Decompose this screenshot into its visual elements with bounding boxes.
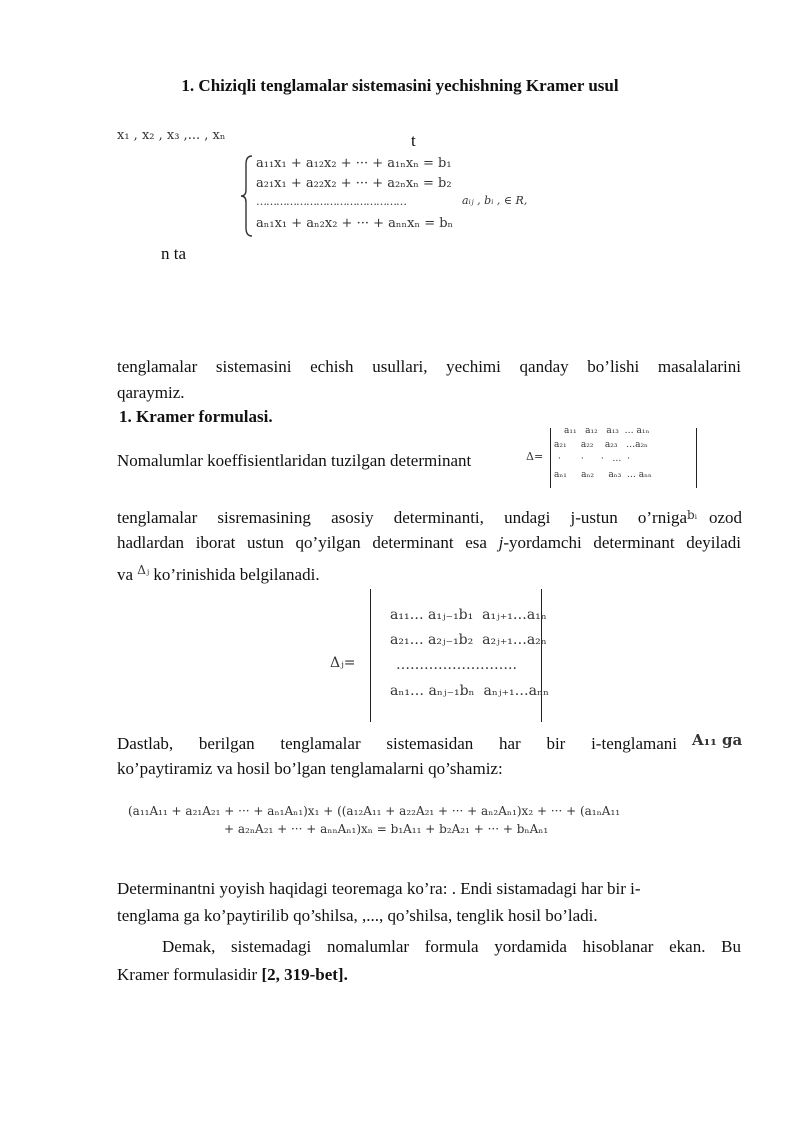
det-j-left-bar — [370, 589, 371, 722]
det-row-3: · · · … · — [558, 454, 630, 464]
determinant-intro: Nomalumlar koeffisientlaridan tuzilgan determinant — [117, 451, 472, 470]
det-j-row-3: …………………….. — [396, 657, 517, 673]
delta-label: Δ= — [526, 450, 544, 463]
det-row-2: a₂₁ a₂₂ a₂₃ …a₂ₙ — [554, 440, 648, 450]
det-j-row-4: aₙ₁… aₙⱼ₋₁bₙ aₙⱼ₊₁…aₙₙ — [390, 683, 550, 699]
unknowns-list: x₁ , x₂ , x₃ ,... , xₙ — [117, 128, 226, 143]
b-i-overlap: bᵢ — [687, 508, 698, 522]
equation-n: aₙ₁x₁ + aₙ₂x₂ + ··· + aₙₙxₙ = bₙ — [256, 216, 454, 231]
sum-equation-line-1: (a₁₁A₁₁ + a₂₁A₂₁ + ··· + aₙ₁Aₙ₁)x₁ + ((a₁₂A₁₁ + a₂₂A₂₁ + ··· + aₙ₂Aₙ₁)x₂ + ··· + (a₁ₙA₁₁ — [128, 804, 621, 818]
paragraph-4-line-2: tenglama ga ko’paytirilib qo’shilsa, ,..., qo’shilsa, tenglik hosil bo’ladi. — [117, 906, 598, 925]
paragraph-3-line-2: ko’paytiramiz va hosil bo’lgan tenglamalarni qo’shamiz: — [117, 759, 503, 778]
paragraph-2-ozod: ozod — [709, 508, 743, 527]
det-row-4: aₙ₁ aₙ₂ aₙ₃ … aₙₙ — [554, 470, 652, 480]
page-title: 1. Chiziqli tenglamalar sistemasini yechishning Kramer usul — [181, 76, 619, 95]
main-determinant — [522, 424, 702, 490]
equation-dots: ……………………………………… — [256, 195, 406, 208]
a11-ga: A₁₁ ga — [692, 731, 743, 749]
stray-letter: t — [411, 131, 416, 150]
paragraph-2-line-1: tenglamalar sisremasining asosiy determinanti, undagi j-ustun o’rniga — [117, 508, 687, 527]
paragraph-4-line-1: Determinantni yoyish haqidagi teoremaga ko’ra: . Endi sistamadagi har bir i- — [117, 879, 641, 898]
delta-j-symbol: Δⱼ — [137, 563, 150, 577]
left-brace-icon — [240, 154, 254, 238]
equation-system — [240, 154, 560, 238]
det-row-1: a₁₁ a₁₂ a₁₃ … a₁ₙ — [564, 426, 650, 436]
paragraph-2-line-3: va $^{\Delta ⱼ}$ ko’rinishida belgilanadi. — [117, 563, 320, 584]
det-j-row-2: a₂₁… a₂ⱼ₋₁b₂ a₂ⱼ₊₁…a₂ₙ — [390, 632, 547, 648]
det-left-bar — [550, 428, 551, 488]
paragraph-1-line-1: tenglamalar sistemasini echish usullari, yechimi qanday bo’lishi masalalarini — [117, 357, 741, 376]
coefficient-condition: aᵢⱼ , bᵢ , ∈ R, — [462, 194, 528, 207]
paragraph-1-line-2: qaraymiz. — [117, 383, 185, 402]
equation-2: a₂₁x₁ + a₂₂x₂ + ··· + a₂ₙxₙ = b₂ — [256, 176, 452, 191]
equation-1: a₁₁x₁ + a₁₂x₂ + ··· + a₁ₙxₙ = b₁ — [256, 156, 452, 171]
paragraph-3-line-1: Dastlab, berilgan tenglamalar sistemasidan har bir i-tenglamani — [117, 734, 677, 753]
paragraph-2-line-2: hadlardan iborat ustun qo’yilgan determinant esa j-yordamchi determinant deyiladi — [117, 533, 742, 552]
det-right-bar — [696, 428, 697, 488]
paragraph-5-line-2: Kramer formulasidir [2, 319-bet]. — [117, 965, 348, 984]
section-heading: 1. Kramer formulasi. — [119, 407, 273, 426]
det-j-row-1: a₁₁… a₁ⱼ₋₁b₁ a₁ⱼ₊₁…a₁ₙ — [390, 607, 547, 623]
delta-j-label: Δⱼ= — [330, 655, 356, 671]
auxiliary-determinant — [330, 587, 560, 722]
n-ta-text: n ta — [161, 244, 187, 263]
paragraph-5-line-1: Demak, sistemadagi nomalumlar formula yordamida hisoblanar ekan. Bu — [162, 937, 741, 956]
sum-equation-line-2: + a₂ₙA₂₁ + ··· + aₙₙAₙ₁)xₙ = b₁A₁₁ + b₂A₂₁ + ··· + bₙAₙ₁ — [224, 822, 549, 836]
